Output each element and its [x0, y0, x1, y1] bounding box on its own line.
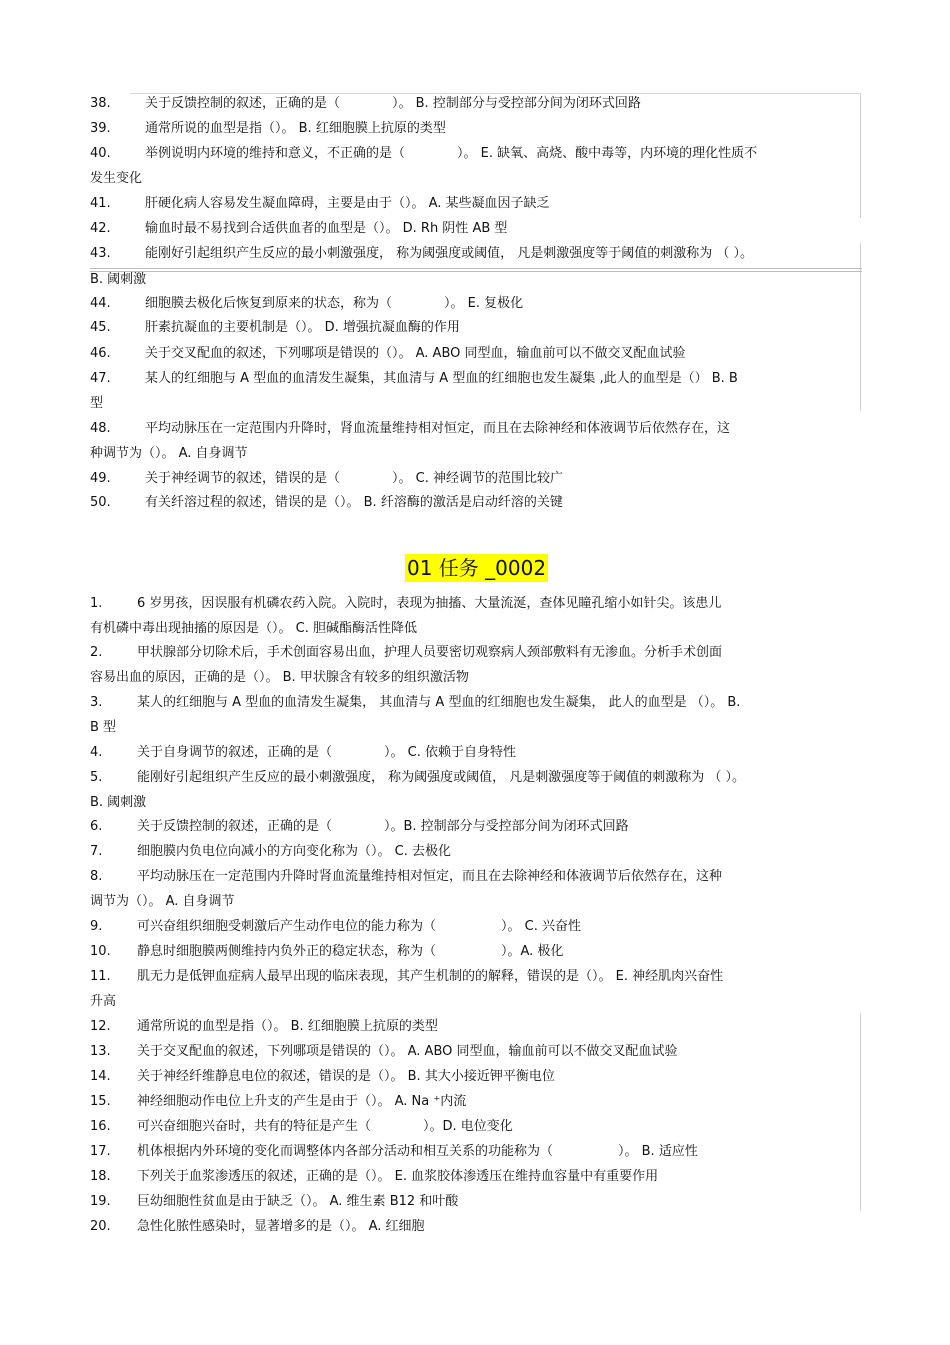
- question-text: 有关纤溶过程的叙述，错误的是（）。 B. 纤溶酶的激活是启动纤溶的关键: [145, 495, 563, 510]
- question-number: 42.: [90, 221, 111, 236]
- question-number: 19.: [90, 1194, 111, 1209]
- question-number: 9.: [90, 919, 103, 934]
- question-text: 关于反馈控制的叙述，正确的是（ ）。B. 控制部分与受控部分间为闭环式回路: [137, 819, 629, 834]
- question-number: 46.: [90, 346, 111, 361]
- question-number: 20.: [90, 1219, 111, 1234]
- question-text: 容易出血的原因，正确的是（）。 B. 甲状腺含有较多的组织激活物: [90, 670, 469, 685]
- question-line: [90, 1019, 438, 1035]
- question-text: 发生变化: [90, 171, 143, 186]
- question-line: [90, 346, 686, 362]
- question-text: 能刚好引起组织产生反应的最小刺激强度， 称为阈强度或阈值， 凡是刺激强度等于阈值的刺激称为 （ ）。: [145, 246, 754, 261]
- question-line: [90, 1169, 658, 1185]
- question-line: [90, 246, 753, 262]
- question-text: 有机磷中毒出现抽搐的原因是（）。 C. 胆碱酯酶活性降低: [90, 621, 417, 636]
- question-line: [90, 894, 235, 910]
- question-text: 关于反馈控制的叙述，正确的是（ ）。 B. 控制部分与受控部分间为闭环式回路: [145, 96, 641, 111]
- question-text: 某人的红细胞与 A 型血的血清发生凝集， 其血清与 A 型血的红细胞也发生凝集， 此人的血型是 （）。 B.: [137, 695, 741, 710]
- question-number: 5.: [90, 770, 103, 785]
- question-number: 3.: [90, 695, 103, 710]
- question-line: [90, 795, 146, 811]
- question-number: 50.: [90, 495, 111, 510]
- section-title: 01 任务 _0002: [407, 556, 547, 580]
- question-text: 关于交叉配血的叙述，下列哪项是错误的（）。 A. ABO 同型血，输血前可以不做交叉配血试验: [137, 1044, 678, 1059]
- question-line: [90, 1144, 698, 1160]
- question-text: 细胞膜去极化后恢复到原来的状态，称为（ ）。 E. 复极化: [145, 296, 524, 311]
- question-line: [90, 221, 507, 237]
- question-text: B. 阈刺激: [90, 795, 147, 810]
- question-line: [90, 819, 629, 835]
- question-text: 可兴奋细胞兴奋时，共有的特征是产生（ ）。D. 电位变化: [137, 1119, 513, 1134]
- question-line: [90, 621, 417, 637]
- question-line: [90, 869, 722, 885]
- question-text: 可兴奋组织细胞受刺激后产生动作电位的能力称为（ ）。 C. 兴奋性: [137, 919, 581, 934]
- question-number: 17.: [90, 1144, 111, 1159]
- question-line: [90, 770, 745, 786]
- question-line: [90, 844, 451, 860]
- question-number: 18.: [90, 1169, 111, 1184]
- question-line: [90, 1044, 678, 1060]
- question-text: 某人的红细胞与 A 型血的血清发生凝集，其血清与 A 型血的红细胞也发生凝集 ,此人的血型是（） B. B: [145, 371, 738, 386]
- question-line: [90, 320, 460, 336]
- question-number: 14.: [90, 1069, 111, 1084]
- question-number: 12.: [90, 1019, 111, 1034]
- question-text: 平均动脉压在一定范围内升降时肾血流量维持相对恒定，而且在去除神经和体液调节后依然存在，这种: [137, 869, 723, 884]
- question-line: [90, 171, 142, 187]
- question-line: [90, 421, 730, 437]
- table-border-right: [860, 93, 861, 218]
- question-text: 下列关于血浆渗透压的叙述，正确的是（）。 E. 血浆胶体渗透压在维持血容量中有重要作用: [137, 1169, 659, 1184]
- question-text: 输血时最不易找到合适供血者的血型是（）。 D. Rh 阴性 AB 型: [145, 221, 508, 236]
- question-text: 肌无力是低钾血症病人最早出现的临床表现，其产生机制的的解释，错误的是（）。 E. 神经肌肉兴奋性: [137, 969, 724, 984]
- question-number: 40.: [90, 146, 111, 161]
- question-line: [90, 969, 723, 985]
- question-line: [90, 994, 116, 1010]
- question-text: 通常所说的血型是指（）。 B. 红细胞膜上抗原的类型: [145, 121, 446, 136]
- question-number: 43.: [90, 246, 111, 261]
- question-text: 关于神经纤维静息电位的叙述，错误的是（）。 B. 其大小接近钾平衡电位: [137, 1069, 555, 1084]
- question-number: 16.: [90, 1119, 111, 1134]
- question-text: 机体根据内外环境的变化而调整体内各部分活动和相互关系的功能称为（ ）。 B. 适应性: [137, 1144, 698, 1159]
- question-text: 能刚好引起组织产生反应的最小刺激强度， 称为阈强度或阈值， 凡是刺激强度等于阈值的刺激称为 （ ）。: [137, 770, 746, 785]
- question-text: 肝素抗凝血的主要机制是（）。 D. 增强抗凝血酶的作用: [145, 320, 460, 335]
- question-number: 47.: [90, 371, 111, 386]
- question-text: 关于神经调节的叙述，错误的是（ ）。 C. 神经调节的范围比较广: [145, 471, 563, 486]
- question-number: 7.: [90, 844, 103, 859]
- question-text: 调节为（）。 A. 自身调节: [90, 894, 235, 909]
- question-text: 甲状腺部分切除术后，手术创面容易出血，护理人员要密切观察病人颈部敷料有无渗血。分析手术创面: [137, 645, 723, 660]
- table-border-right: [860, 1013, 861, 1211]
- question-line: [90, 1094, 466, 1110]
- question-text: 6 岁男孩，因误服有机磷农药入院。入院时，表现为抽搐、大量流涎，查体见瞳孔缩小如针尖。该患儿: [137, 596, 722, 611]
- question-line: [90, 96, 641, 112]
- question-text: B 型: [90, 720, 117, 735]
- question-number: 2.: [90, 645, 103, 660]
- question-text: 种调节为（）。 A. 自身调节: [90, 446, 248, 461]
- question-number: 45.: [90, 320, 111, 335]
- question-line: [90, 944, 563, 960]
- question-line: [90, 471, 563, 487]
- question-line: [90, 495, 563, 511]
- question-line: [90, 446, 248, 462]
- question-line: [90, 396, 103, 412]
- question-text: 细胞膜内负电位向减小的方向变化称为（）。 C. 去极化: [137, 844, 451, 859]
- question-text: 静息时细胞膜两侧维持内负外正的稳定状态，称为（ ）。A. 极化: [137, 944, 564, 959]
- question-line: [90, 720, 116, 736]
- question-number: 10.: [90, 944, 111, 959]
- question-line: [90, 121, 446, 137]
- question-text: B. 阈刺激: [90, 272, 147, 287]
- question-number: 8.: [90, 869, 103, 884]
- question-number: 38.: [90, 96, 111, 111]
- question-line: [90, 272, 146, 288]
- table-border-top: [130, 93, 860, 94]
- horizontal-rule: [90, 268, 862, 269]
- question-line: [90, 695, 740, 711]
- question-line: [90, 1219, 425, 1235]
- question-number: 13.: [90, 1044, 111, 1059]
- question-number: 49.: [90, 471, 111, 486]
- question-line: [90, 1194, 458, 1210]
- question-text: 举例说明内环境的维持和意义，不正确的是（ ）。 E. 缺氧、高烧、酸中毒等，内环境的理化性质不: [145, 146, 758, 161]
- question-line: [90, 670, 469, 686]
- question-number: 4.: [90, 745, 103, 760]
- question-number: 11.: [90, 969, 111, 984]
- question-number: 48.: [90, 421, 111, 436]
- question-line: [90, 146, 757, 162]
- question-number: 41.: [90, 196, 111, 211]
- question-text: 神经细胞动作电位上升支的产生是由于（）。 A. Na ⁺内流: [137, 1094, 467, 1109]
- question-text: 巨幼细胞性贫血是由于缺乏（）。 A. 维生素 B12 和叶酸: [137, 1194, 459, 1209]
- question-number: 15.: [90, 1094, 111, 1109]
- question-text: 关于交叉配血的叙述，下列哪项是错误的（）。 A. ABO 同型血，输血前可以不做交叉配血试验: [145, 346, 686, 361]
- question-text: 肝硬化病人容易发生凝血障碍，主要是由于（）。 A. 某些凝血因子缺乏: [145, 196, 550, 211]
- question-line: [90, 645, 722, 661]
- question-text: 急性化脓性感染时，显著增多的是（）。 A. 红细胞: [137, 1219, 425, 1234]
- question-line: [90, 371, 738, 387]
- question-number: 39.: [90, 121, 111, 136]
- horizontal-rule: [90, 271, 862, 272]
- question-text: 型: [90, 396, 104, 411]
- question-line: [90, 1069, 555, 1085]
- question-text: 关于自身调节的叙述，正确的是（ ）。 C. 依赖于自身特性: [137, 745, 516, 760]
- question-number: 6.: [90, 819, 103, 834]
- question-line: [90, 596, 721, 612]
- question-number: 1.: [90, 596, 103, 611]
- question-line: [90, 919, 581, 935]
- question-text: 平均动脉压在一定范围内升降时，肾血流量维持相对恒定，而且在去除神经和体液调节后依然存在，这: [145, 421, 731, 436]
- question-number: 44.: [90, 296, 111, 311]
- question-line: [90, 745, 516, 761]
- question-line: [90, 196, 550, 212]
- question-text: 升高: [90, 994, 117, 1009]
- question-line: [90, 296, 523, 312]
- question-text: 通常所说的血型是指（）。 B. 红细胞膜上抗原的类型: [137, 1019, 438, 1034]
- question-line: [90, 1119, 513, 1135]
